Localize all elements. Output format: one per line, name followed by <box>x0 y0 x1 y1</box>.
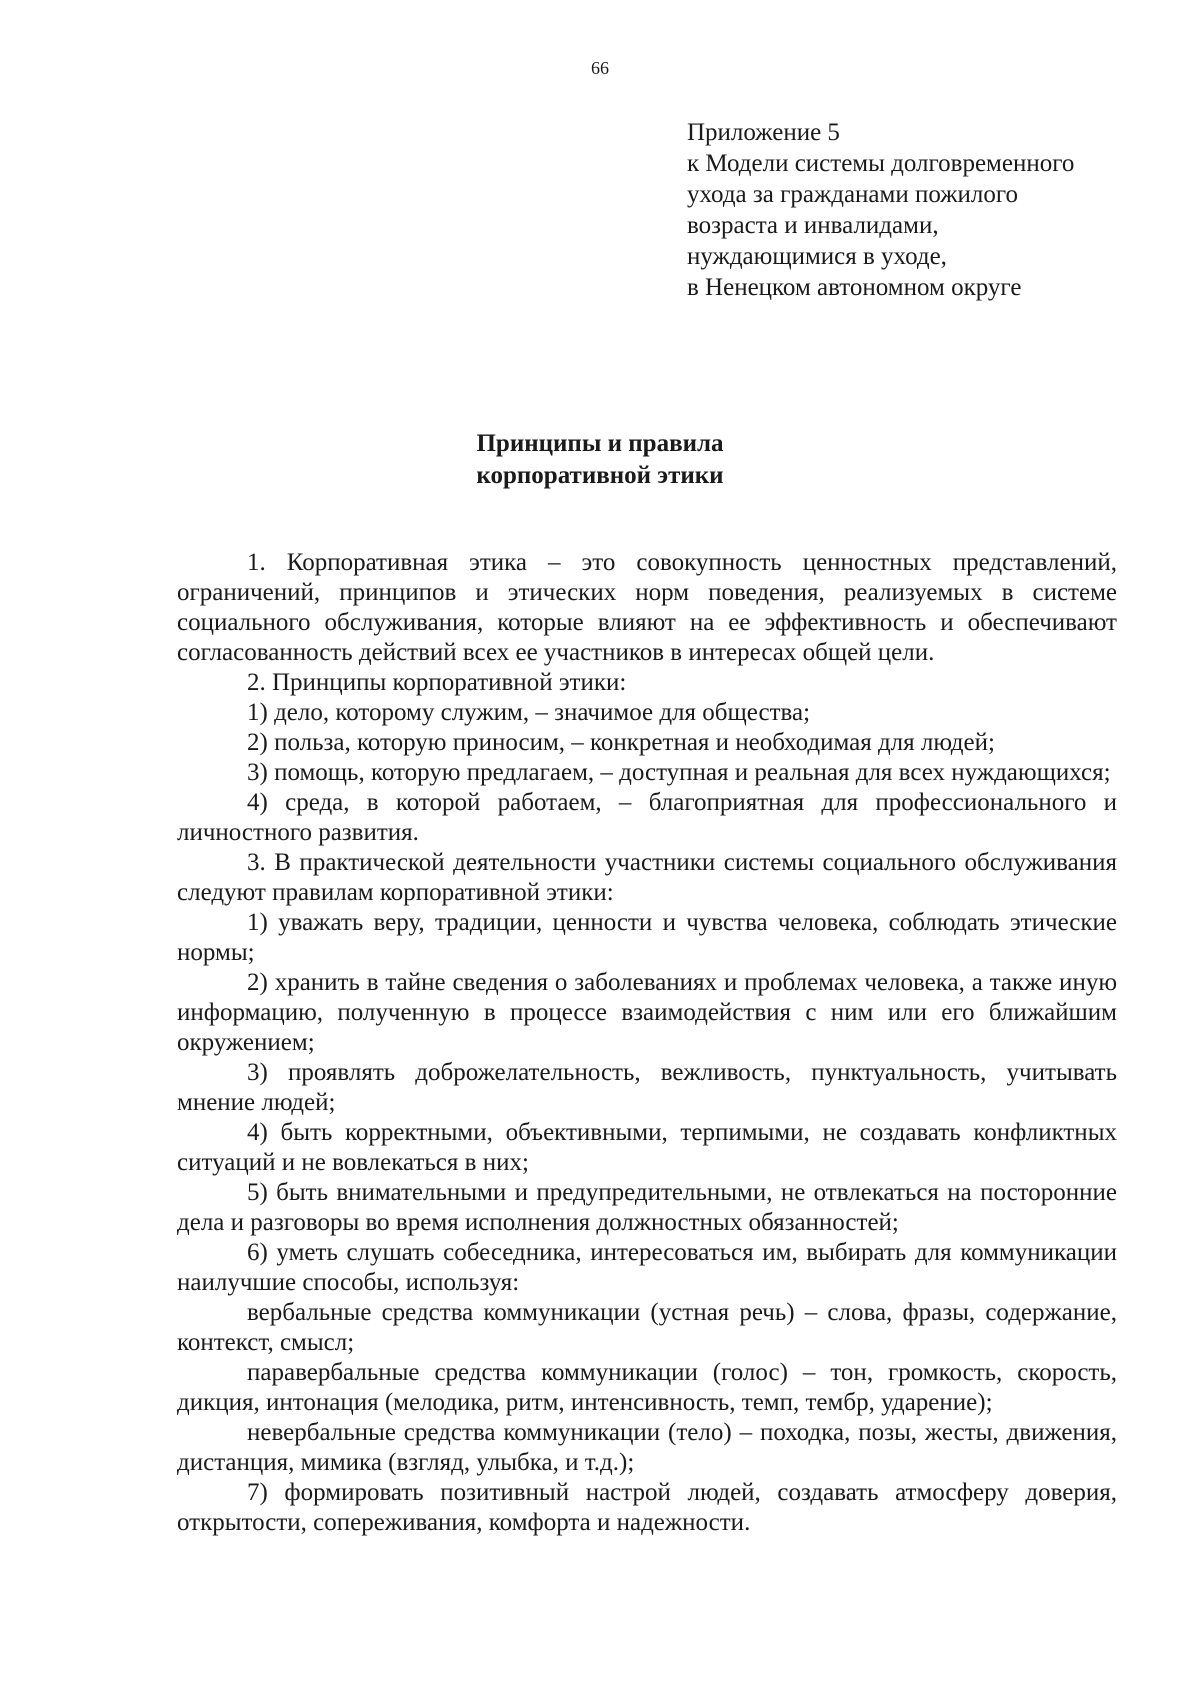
paragraph: 2) польза, которую приносим, – конкретная и необходимая для людей; <box>247 729 995 756</box>
paragraph: 1) уважать веру, традиции, ценности и чувства человека, соблюдать этические нормы; <box>177 909 1117 966</box>
paragraph: 1. Корпоративная этика – это совокупность ценностных представлений, ограничений, принципов и этических норм поведения, реализуемых в системе социального обслуживания, которые влияют на ее эффективность и обеспечивают согласованность действий всех ее участников в интересах общей цели. <box>177 549 1117 666</box>
paragraph: 2) хранить в тайне сведения о заболеваниях и проблемах человека, а также иную информацию, полученную в процессе взаимодействия с ним или его ближайшим окружением; <box>177 969 1117 1056</box>
title-line: корпоративной этики <box>476 462 724 489</box>
paragraph: 7) формировать позитивный настрой людей, создавать атмосферу доверия, открытости, сопереживания, комфорта и надежности. <box>177 1479 1117 1536</box>
paragraph: 3) проявлять доброжелательность, вежливость, пунктуальность, учитывать мнение людей; <box>177 1059 1117 1116</box>
paragraph: вербальные средства коммуникации (устная речь) – слова, фразы, содержание, контекст, смысл; <box>177 1299 1117 1356</box>
appendix-header <box>687 117 1167 303</box>
appendix-line: ухода за гражданами пожилого <box>687 181 1018 208</box>
paragraph: 4) быть корректными, объективными, терпимыми, не создавать конфликтных ситуаций и не вовлекаться в них; <box>177 1119 1117 1176</box>
title-line: Принципы и правила <box>476 430 724 457</box>
paragraph: 4) среда, в которой работаем, – благоприятная для профессионального и личностного развития. <box>177 789 1117 846</box>
appendix-line: возраста и инвалидами, <box>687 212 939 239</box>
paragraph: паравербальные средства коммуникации (голос) – тон, громкость, скорость, дикция, интонация (мелодика, ритм, интенсивность, темп, тембр, ударение); <box>177 1359 1117 1416</box>
paragraph: 2. Принципы корпоративной этики: <box>247 669 627 696</box>
paragraph: 3. В практической деятельности участники системы социального обслуживания следуют правилам корпоративной этики: <box>177 849 1117 906</box>
appendix-line: к Модели системы долговременного <box>687 150 1075 177</box>
document-title <box>0 428 1200 492</box>
appendix-line: в Ненецком автономном округе <box>687 274 1022 301</box>
appendix-line: нуждающимися в уходе, <box>687 243 947 270</box>
paragraph: невербальные средства коммуникации (тело) – походка, позы, жесты, движения, дистанция, мимика (взгляд, улыбка, и т.д.); <box>177 1419 1117 1476</box>
paragraph: 5) быть внимательными и предупредительными, не отвлекаться на посторонние дела и разговоры во время исполнения должностных обязанностей; <box>177 1179 1117 1236</box>
document-body <box>177 548 1117 1538</box>
paragraph: 1) дело, которому служим, – значимое для общества; <box>247 699 811 726</box>
appendix-line: Приложение 5 <box>687 119 840 146</box>
paragraph: 6) уметь слушать собеседника, интересоваться им, выбирать для коммуникации наилучшие способы, используя: <box>177 1239 1117 1296</box>
paragraph: 3) помощь, которую предлагаем, – доступная и реальная для всех нуждающихся; <box>247 759 1111 786</box>
page-number: 66 <box>591 58 609 78</box>
